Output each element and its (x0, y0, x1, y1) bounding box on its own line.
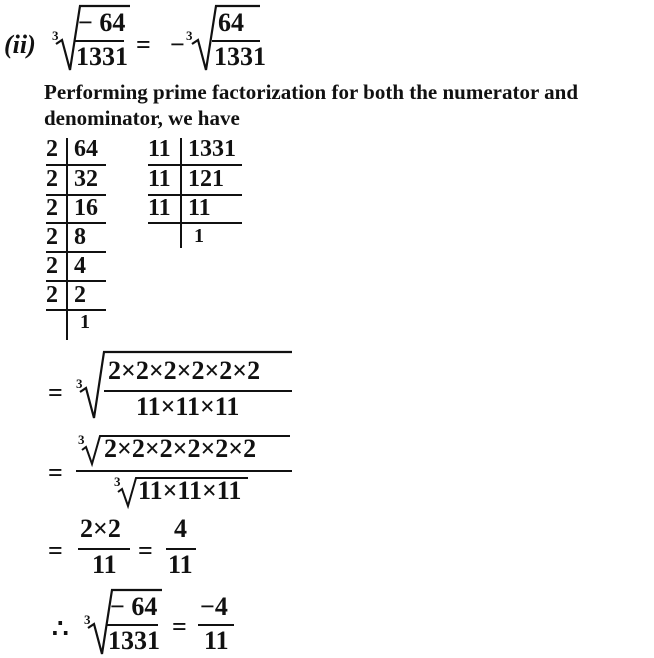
fraction-denominator: 1331 (76, 42, 128, 71)
equals-sign: = (138, 536, 153, 565)
divisor: 11 (148, 166, 171, 192)
dividend: 1 (194, 225, 204, 247)
divisor: 11 (148, 136, 171, 162)
fraction-numerator: 2×2 (80, 514, 121, 543)
divisor: 2 (46, 136, 58, 162)
dividend: 1 (80, 311, 90, 333)
dividend: 121 (188, 166, 224, 192)
divisor: 2 (46, 195, 58, 221)
dividend: 4 (74, 253, 86, 279)
fraction-denominator: 11 (204, 626, 229, 655)
divisor: 11 (148, 195, 171, 221)
fraction-denominator: 1331 (214, 42, 266, 71)
fraction-numerator: 2×2×2×2×2×2 (104, 434, 257, 463)
cube-root-index: 3 (186, 28, 193, 43)
fraction-numerator: 64 (218, 8, 244, 37)
equals-sign: = (172, 612, 187, 641)
fraction-bar (76, 470, 292, 472)
therefore-symbol: ∴ (52, 614, 69, 643)
divisor: 2 (46, 224, 58, 250)
minus-sign: − (170, 30, 185, 59)
fraction-denominator: 1331 (108, 626, 160, 655)
fraction-numerator: −4 (200, 592, 228, 621)
equals-sign: = (48, 378, 63, 407)
cube-root-index: 3 (114, 474, 121, 489)
equals-sign: = (48, 458, 63, 487)
dividend: 11 (188, 195, 211, 221)
fraction-denominator: 11×11×11 (136, 392, 240, 421)
dividend: 32 (74, 166, 98, 192)
cube-root-index: 3 (84, 612, 91, 627)
equals-sign: = (136, 30, 151, 59)
fraction-denominator: 11 (92, 550, 117, 579)
fraction-numerator: − 64 (78, 8, 126, 37)
cube-root-index: 3 (78, 432, 85, 447)
dividend: 16 (74, 195, 98, 221)
fraction-denominator: 11 (168, 550, 193, 579)
dividend: 1331 (188, 136, 236, 162)
fraction-numerator: 4 (174, 514, 187, 543)
divisor: 2 (46, 282, 58, 308)
divisor: 2 (46, 253, 58, 279)
equals-sign: = (48, 536, 63, 565)
divisor: 2 (46, 166, 58, 192)
dividend: 8 (74, 224, 86, 250)
dividend: 2 (74, 282, 86, 308)
part-label: (ii) (4, 30, 36, 59)
fraction-denominator: 11×11×11 (138, 476, 242, 505)
dividend: 64 (74, 136, 98, 162)
cube-root-index: 3 (76, 376, 83, 391)
cube-root-index: 3 (52, 28, 59, 43)
intro-text-line-2: denominator, we have (44, 106, 240, 130)
fraction-numerator: − 64 (110, 592, 158, 621)
intro-text-line-1: Performing prime factorization for both the numerator and (44, 80, 579, 104)
fraction-numerator: 2×2×2×2×2×2 (108, 356, 261, 385)
